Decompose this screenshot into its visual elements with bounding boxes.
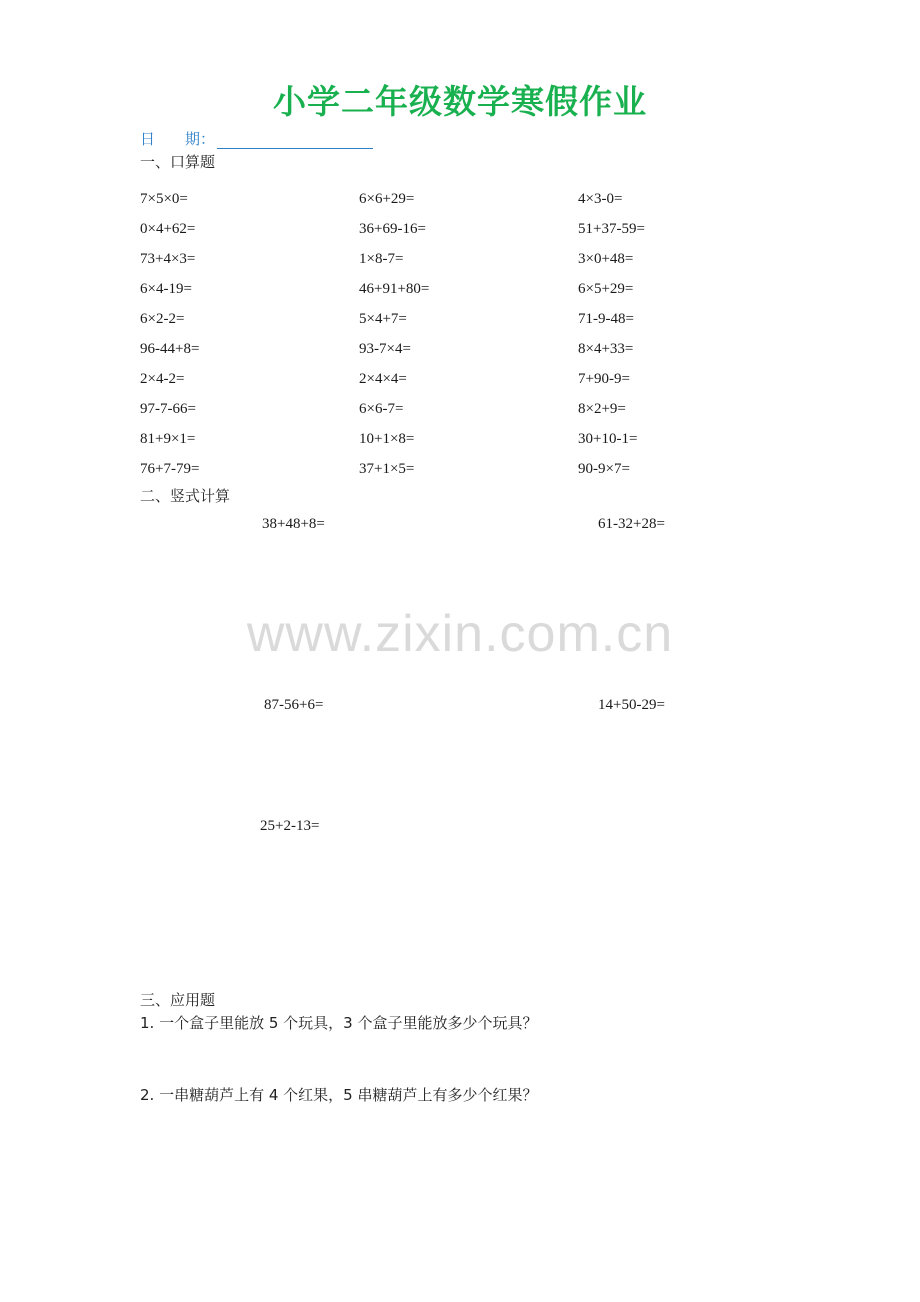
date-label-b: 期： (185, 130, 216, 148)
oral-problem: 5×4+7= (359, 310, 407, 327)
oral-problem: 7×5×0= (140, 190, 188, 207)
date-field-row (140, 128, 373, 149)
oral-problem: 36+69-16= (359, 220, 426, 237)
oral-problem: 6×5+29= (578, 280, 634, 297)
applied-question: 2. 一串糖葫芦上有 4 个红果，5 串糖葫芦上有多少个红果？ (140, 1086, 538, 1104)
vertical-question: 25+2-13= (260, 818, 320, 834)
vertical-question: 38+48+8= (262, 516, 325, 532)
oral-row (140, 274, 840, 304)
oral-problem: 6×4-19= (140, 280, 192, 297)
oral-row (140, 455, 840, 485)
applied-question: 1. 一个盒子里能放 5 个玩具，3 个盒子里能放多少个玩具？ (140, 1014, 538, 1032)
vertical-question: 87-56+6= (264, 697, 324, 713)
oral-problem: 6×6+29= (359, 190, 415, 207)
page-title: 小学二年级数学寒假作业 (273, 82, 647, 121)
oral-row (140, 365, 840, 395)
oral-problem: 10+1×8= (359, 431, 415, 448)
oral-problem: 81+9×1= (140, 431, 196, 448)
watermark: www.zixin.com.cn (246, 605, 674, 663)
section-heading-oral: 一、口算题 (140, 153, 216, 171)
oral-problem: 4×3-0= (578, 190, 623, 207)
oral-row (140, 304, 840, 334)
oral-row (140, 395, 840, 425)
oral-problem: 93-7×4= (359, 341, 411, 358)
section-heading-applied: 三、应用题 (140, 991, 216, 1009)
vertical-question: 14+50-29= (598, 697, 665, 713)
oral-problem: 3×0+48= (578, 250, 634, 267)
oral-problem: 2×4×4= (359, 371, 407, 388)
oral-problem: 7+90-9= (578, 371, 630, 388)
oral-problem: 37+1×5= (359, 461, 415, 478)
oral-problem: 6×2-2= (140, 310, 185, 327)
oral-problem: 30+10-1= (578, 431, 638, 448)
oral-problem: 8×4+33= (578, 341, 634, 358)
vertical-question: 61-32+28= (598, 516, 665, 532)
oral-problem: 71-9-48= (578, 310, 634, 327)
oral-calculation-grid (140, 184, 840, 485)
oral-row (140, 184, 840, 214)
oral-problem: 73+4×3= (140, 250, 196, 267)
date-underline-field[interactable] (217, 133, 373, 149)
oral-problem: 0×4+62= (140, 220, 196, 237)
oral-problem: 97-7-66= (140, 401, 196, 418)
oral-problem: 2×4-2= (140, 371, 185, 388)
oral-problem: 8×2+9= (578, 401, 626, 418)
oral-problem: 96-44+8= (140, 341, 200, 358)
date-label-a: 日 (140, 130, 156, 148)
oral-row (140, 214, 840, 244)
oral-row (140, 425, 840, 455)
oral-problem: 51+37-59= (578, 220, 645, 237)
oral-problem: 1×8-7= (359, 250, 404, 267)
oral-problem: 46+91+80= (359, 280, 430, 297)
oral-row (140, 244, 840, 274)
oral-problem: 90-9×7= (578, 461, 630, 478)
oral-problem: 76+7-79= (140, 461, 200, 478)
section-heading-vertical: 二、竖式计算 (140, 487, 231, 505)
oral-problem: 6×6-7= (359, 401, 404, 418)
oral-row (140, 334, 840, 364)
